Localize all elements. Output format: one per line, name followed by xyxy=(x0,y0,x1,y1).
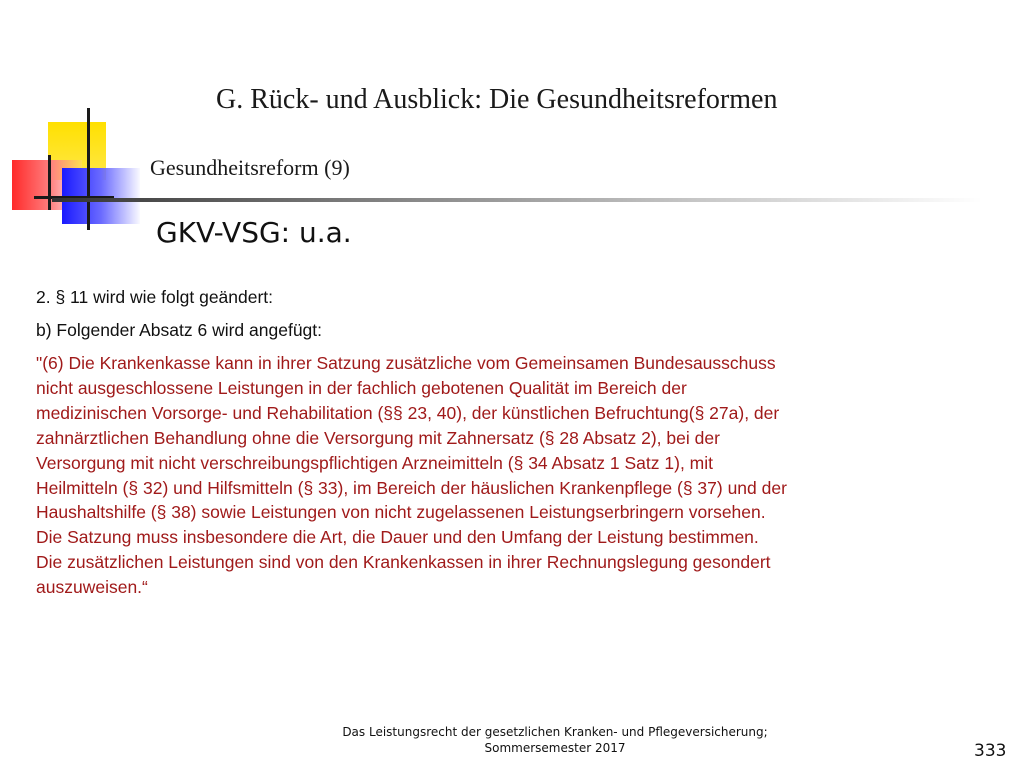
quote-line: zahnärztlichen Behandlung ohne die Versorgung mit Zahnersatz (§ 28 Absatz 2), bei der xyxy=(36,427,720,448)
vertical-line-decoration xyxy=(48,155,51,210)
slide-logo-decoration xyxy=(0,100,150,240)
footer-line: Das Leistungsrecht der gesetzlichen Kranken- und Pflegeversicherung; xyxy=(342,725,768,739)
section-heading: GKV-VSG: u.a. xyxy=(156,216,352,249)
vertical-line-decoration xyxy=(87,108,90,230)
slide-body xyxy=(36,284,1016,600)
quote-line: auszuweisen.“ xyxy=(36,577,148,598)
slide-footer xyxy=(290,724,820,756)
quote-line: Versorgung mit nicht verschreibungspflichtigen Arzneimitteln (§ 34 Absatz 1 Satz 1), mit xyxy=(36,452,713,473)
quote-line: medizinischen Vorsorge- und Rehabilitation (§§ 23, 40), der künstlichen Befruchtung(§ 27a), der xyxy=(36,402,780,423)
title-divider xyxy=(52,198,982,202)
quote-line: Die zusätzlichen Leistungen sind von den Krankenkassen in ihrer Rechnungslegung gesondert xyxy=(36,552,771,573)
footer-line: Sommersemester 2017 xyxy=(484,741,626,755)
body-line: 2. § 11 wird wie folgt geändert: xyxy=(36,287,274,307)
quoted-paragraph xyxy=(36,351,1016,600)
page-number: 333 xyxy=(974,741,1007,761)
body-line: b) Folgender Absatz 6 wird angefügt: xyxy=(36,320,323,340)
quote-line: Heilmitteln (§ 32) und Hilfsmitteln (§ 33), im Bereich der häuslichen Krankenpflege (§ 37) und der xyxy=(36,477,787,498)
quote-line: nicht ausgeschlossene Leistungen in der fachlich gebotenen Qualität im Bereich der xyxy=(36,377,687,398)
slide-subtitle: Gesundheitsreform (9) xyxy=(150,155,350,180)
quote-line: Haushaltshilfe (§ 38) sowie Leistungen von nicht zugelassenen Leistungserbringern vorsehen. xyxy=(36,502,766,523)
quote-line: "(6) Die Krankenkasse kann in ihrer Satzung zusätzliche vom Gemeinsamen Bundesausschuss xyxy=(36,353,776,373)
slide-title: G. Rück- und Ausblick: Die Gesundheitsreformen xyxy=(216,84,778,115)
quote-line: Die Satzung muss insbesondere die Art, die Dauer und den Umfang der Leistung bestimmen. xyxy=(36,527,759,548)
